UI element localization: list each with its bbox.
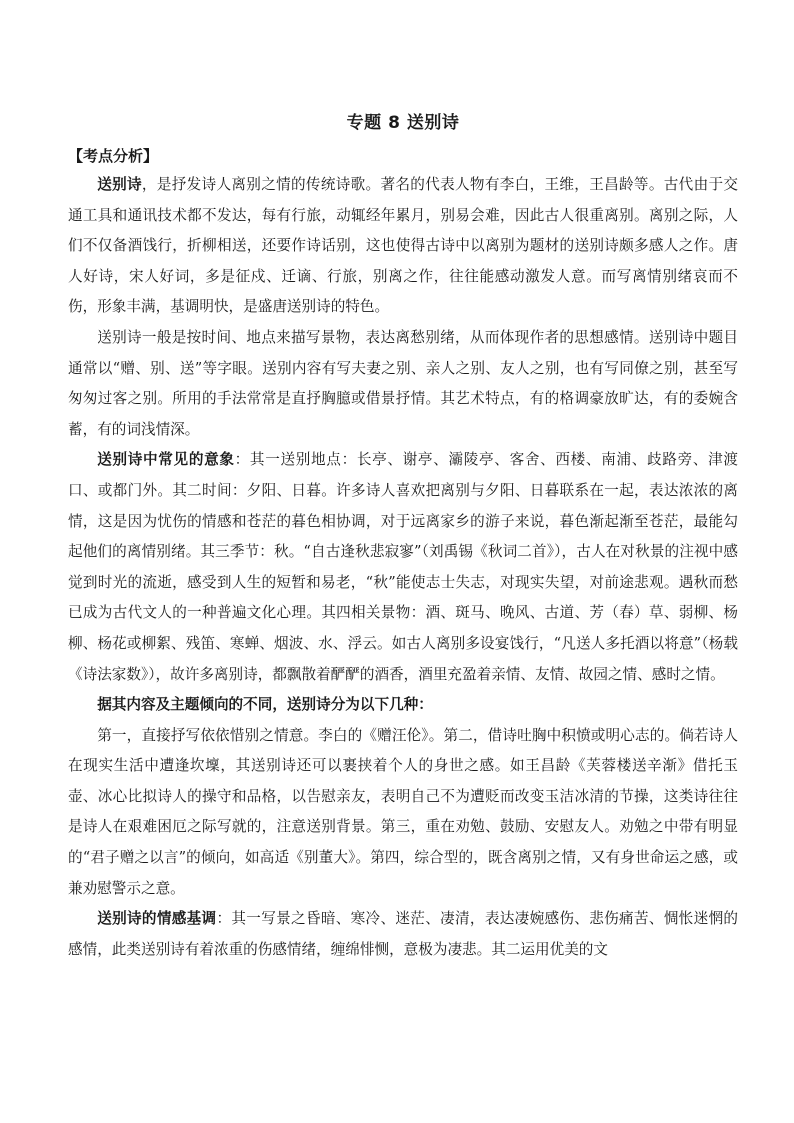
paragraph-categories-heading — [68, 690, 738, 721]
categories-heading: 据其内容及主题倾向的不同，送别诗分为以下几种： — [97, 696, 433, 714]
paragraph-intro-lead: 送别诗 — [97, 176, 142, 193]
paragraph-intro-text: ，是抒发诗人离别之情的传统诗歌。著名的代表人物有李白，王维，王昌龄等。古代由于交通工具和通讯技术都不发达，每有行旅，动辄经年累月，别易会难，因此古人很重离别。离别之际，人们不仅备酒饯行，折柳相送，还要作诗话别，这也使得古诗中以离别为题材的送别诗颇多感人之作。唐人好诗，宋人好词，多是征戍、迁谪、行旅，别离之作，往往能感动激发人意。而写离情别绪哀而不伤，形象丰满，基调明快，是盛唐送别诗的特色。 — [68, 176, 738, 316]
paragraph-categories: 第一，直接抒写依依惜别之情意。李白的《赠汪伦》。第二，借诗吐胸中积愤或明心志的。倘若诗人在现实生活中遭逢坎壈，其送别诗还可以裹挟着个人的身世之感。如王昌龄《芙蓉楼送辛渐》借托玉壶、冰心比拟诗人的操守和品格，以告慰亲友，表明自己不为遭贬而改变玉洁冰清的节操，这类诗往往是诗人在艰难困厄之际写就的，注意送别背景。第三，重在劝勉、鼓励、安慰友人。劝勉之中带有明显的“君子赠之以言”的倾向，如高适《别董大》。第四，综合型的，既含离别之情，又有身世命运之感，或兼劝慰警示之意。 — [68, 726, 738, 897]
paragraph-method: 送别诗一般是按时间、地点来描写景物，表达离愁别绪，从而体现作者的思想感情。送别诗中题目通常以“赠、别、送”等字眼。送别内容有写夫妻之别、亲人之别、友人之别，也有写同僚之别，甚至写匆匆过客之别。所用的手法常常是直抒胸臆或借景抒情。其艺术特点，有的格调豪放旷达，有的委婉含蓄，有的词浅情深。 — [68, 328, 738, 438]
paragraph-tone-text: ：其一写景之昏暗、寒冷、迷茫、凄清，表达凄婉感伤、悲伤痛苦、惆怅迷惘的感情，此类送别诗有着浓重的伤感情绪，缠绵悱恻，意极为凄悲。其二运用优美的文 — [68, 910, 738, 958]
document-title: 专题 8 送别诗 — [346, 113, 460, 133]
section-heading: 【考点分析】 — [68, 147, 159, 165]
paragraph-tone — [68, 904, 738, 965]
paragraph-tone-lead: 送别诗的情感基调 — [97, 910, 217, 928]
paragraph-intro — [68, 170, 738, 323]
paragraph-imagery-text: ：其一送别地点：长亭、谢亭、灞陵亭、客舍、西楼、南浦、歧路旁、津渡口、或都门外。其二时间：夕阳、日暮。许多诗人喜欢把离别与夕阳、日暮联系在一起，表达浓浓的离情，这是因为忧伤的情感和苍茫的暮色相协调，对于远离家乡的游子来说，暮色渐起渐至苍茫，最能勾起他们的离情别绪。其三季节：秋。“自古逢秋悲寂寥”（刘禹锡《秋词二首》），古人在对秋景的注视中感觉到时光的流逝，感受到人生的短暂和易老，“秋”能使志士失志，对现实失望，对前途悲观。遇秋而愁已成为古代文人的一种普遍文化心理。其四相关景物：酒、斑马、晚风、古道、芳（春）草、弱柳、杨柳、杨花或柳絮、残笛、寒蝉、烟波、水、浮云。如古人离别多设宴饯行，“凡送人多托酒以将意”（杨载《诗法家数》），故许多离别诗，都飘散着酽酽的酒香，酒里充盈着亲情、友情、故园之情、感时之情。 — [68, 451, 738, 683]
paragraph-imagery — [68, 445, 738, 690]
paragraph-imagery-lead: 送别诗中常见的意象 — [97, 451, 235, 469]
